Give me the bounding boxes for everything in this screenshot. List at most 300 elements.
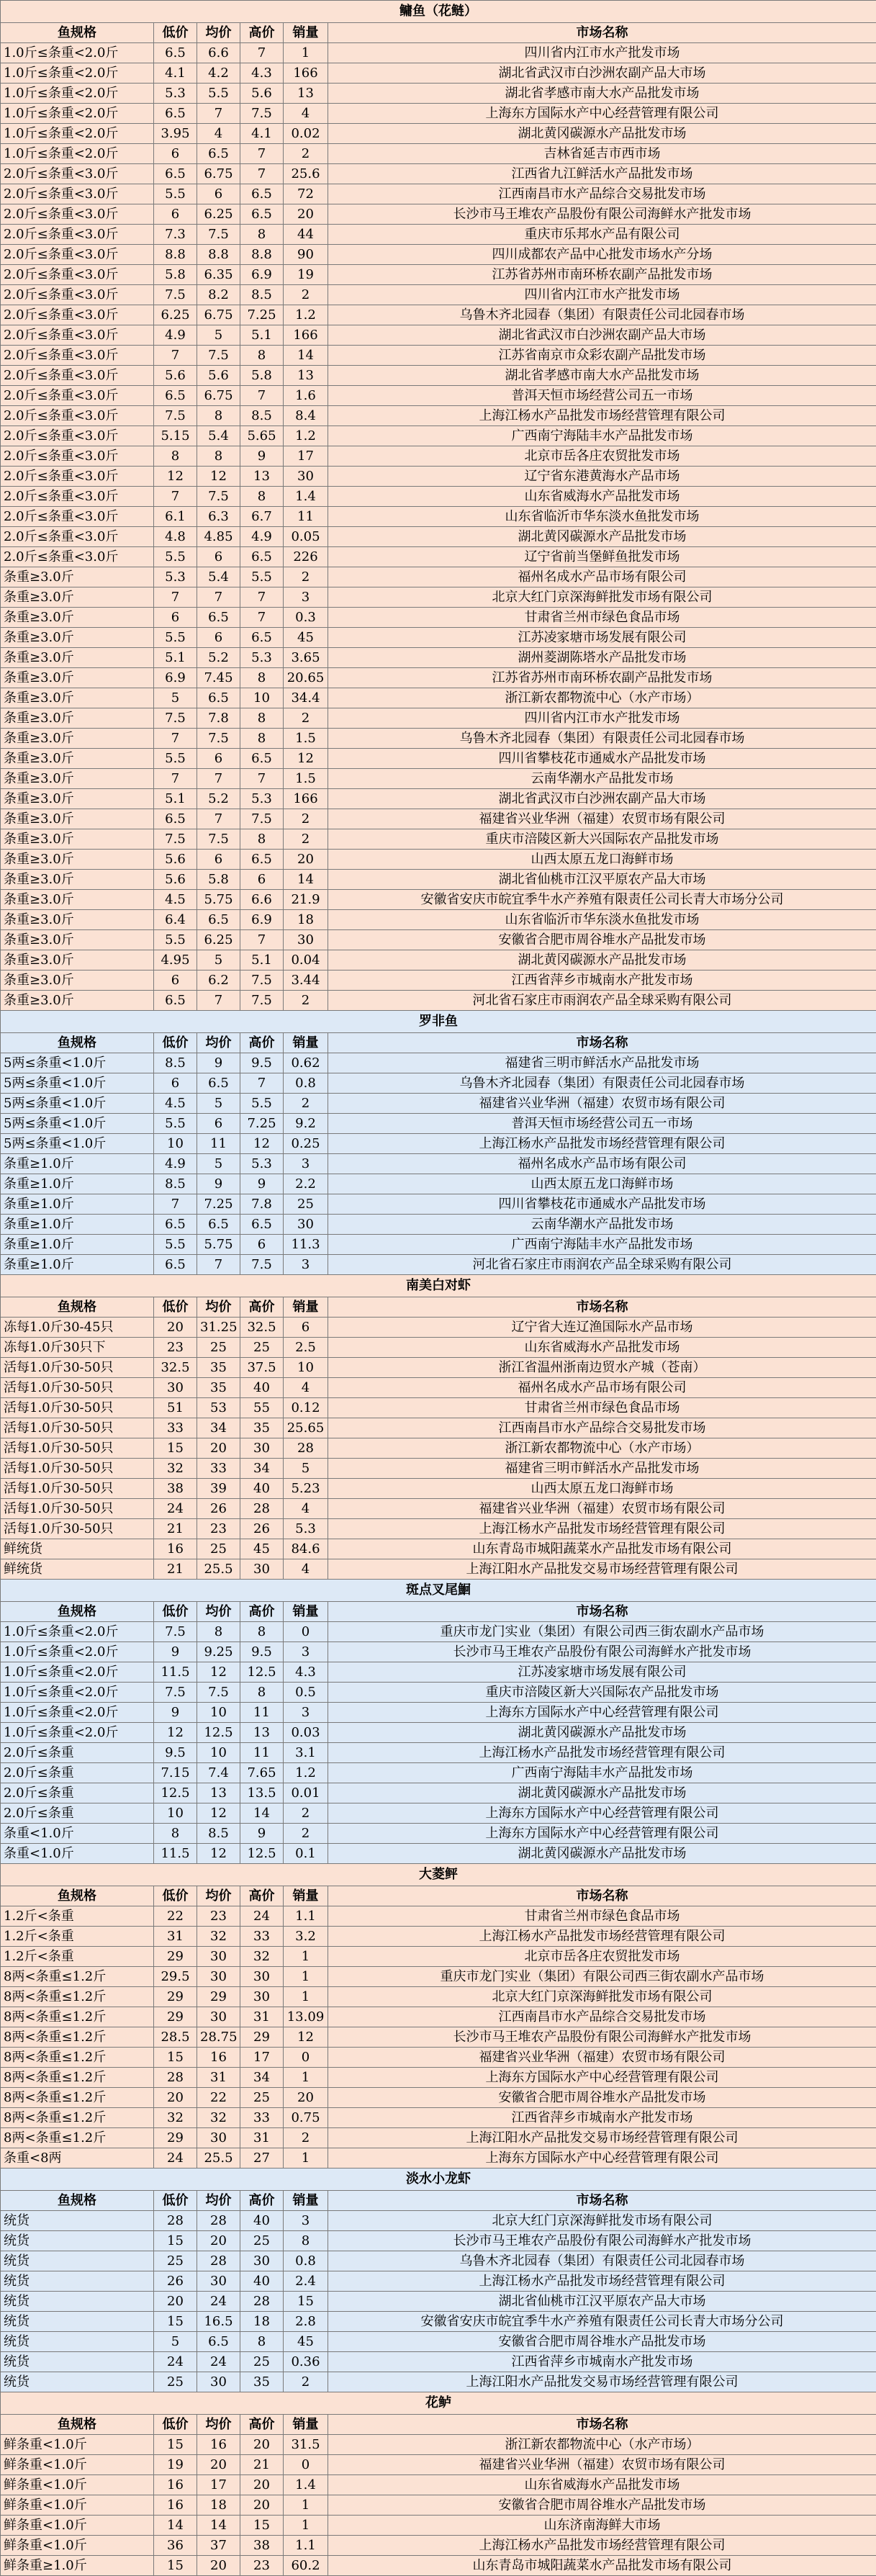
volume-cell: 1.5: [284, 729, 328, 749]
market-name-cell: 乌鲁木齐北园春（集团）有限责任公司北园春市场: [328, 2251, 876, 2271]
table-row: [1, 2352, 876, 2372]
section-4: [1, 1864, 876, 2169]
market-name-cell: 长沙市马王堆农产品股份有限公司海鲜水产批发市场: [328, 2027, 876, 2048]
high-price-cell: 30: [240, 1987, 284, 2007]
fish-spec-cell: 活每1.0斤30-50只: [1, 1519, 154, 1539]
low-price-cell: 6.5: [154, 43, 197, 63]
fish-spec-cell: 5两≤条重<1.0斤: [1, 1094, 154, 1114]
avg-price-cell: 28: [197, 2211, 240, 2231]
avg-price-cell: 30: [197, 1947, 240, 1967]
table-row: [1, 184, 876, 204]
market-name-cell: 上海江杨水产品批发市场经营管理有限公司: [328, 1134, 876, 1154]
low-price-cell: 5.5: [154, 628, 197, 648]
fish-spec-cell: 条重≥3.0斤: [1, 870, 154, 890]
low-price-cell: 20: [154, 1318, 197, 1338]
table-row: [1, 1134, 876, 1154]
low-price-cell: 7: [154, 729, 197, 749]
avg-price-cell: 6: [197, 1114, 240, 1134]
volume-cell: 13: [284, 366, 328, 386]
table-row: [1, 789, 876, 809]
market-name-cell: 普洱天恒市场经营公司五一市场: [328, 1114, 876, 1134]
avg-price-cell: 25: [197, 1338, 240, 1358]
high-price-cell: 10: [240, 688, 284, 708]
avg-price-cell: 7.4: [197, 1763, 240, 1783]
low-price-cell: 29: [154, 1987, 197, 2007]
high-price-cell: 45: [240, 1539, 284, 1559]
volume-cell: 2.4: [284, 2271, 328, 2292]
section-3: [1, 1580, 876, 1864]
section-5: [1, 2169, 876, 2392]
low-price-cell: 20: [154, 2088, 197, 2108]
fish-spec-cell: 1.0斤≤条重<2.0斤: [1, 84, 154, 104]
low-price-cell: 19: [154, 2455, 197, 2475]
volume-cell: 20: [284, 850, 328, 870]
table-row: [1, 2495, 876, 2516]
high-price-cell: 6.9: [240, 265, 284, 285]
header-spec: 鱼规格: [1, 1602, 154, 1622]
table-row: [1, 1947, 876, 1967]
market-name-cell: 江苏省苏州市南环桥农副产品批发市场: [328, 265, 876, 285]
fish-spec-cell: 鲜条重≥1.0斤: [1, 2556, 154, 2576]
fish-spec-cell: 条重≥3.0斤: [1, 628, 154, 648]
market-name-cell: 山东省威海水产品批发市场: [328, 2475, 876, 2495]
avg-price-cell: 7.8: [197, 708, 240, 729]
low-price-cell: 28: [154, 2068, 197, 2088]
market-name-cell: 河北省石家庄市雨润农产品全球采购有限公司: [328, 991, 876, 1011]
fish-spec-cell: 2.0斤≤条重<3.0斤: [1, 346, 154, 366]
table-row: [1, 1053, 876, 1073]
avg-price-cell: 8: [197, 446, 240, 467]
high-price-cell: 8: [240, 225, 284, 245]
fish-spec-cell: 鲜条重<1.0斤: [1, 2516, 154, 2536]
volume-cell: 5.3: [284, 1519, 328, 1539]
market-name-cell: 乌鲁木齐北园春（集团）有限责任公司北园春市场: [328, 729, 876, 749]
table-row: [1, 769, 876, 789]
high-price-cell: 9.5: [240, 1642, 284, 1662]
market-name-cell: 山西太原五龙口海鲜市场: [328, 1479, 876, 1499]
market-name-cell: 辽宁省东港黄海水产品市场: [328, 467, 876, 487]
avg-price-cell: 34: [197, 1418, 240, 1438]
low-price-cell: 5.15: [154, 426, 197, 446]
volume-cell: 1: [284, 1967, 328, 1987]
volume-cell: 31.5: [284, 2435, 328, 2455]
table-row: [1, 2148, 876, 2169]
fish-spec-cell: 条重≥3.0斤: [1, 890, 154, 910]
high-price-cell: 35: [240, 1418, 284, 1438]
avg-price-cell: 6.5: [197, 2332, 240, 2352]
market-name-cell: 上海江阳水产品批发交易市场经营管理有限公司: [328, 2128, 876, 2148]
header-avg-price: 均价: [197, 2191, 240, 2211]
high-price-cell: 9: [240, 446, 284, 467]
table-row: [1, 567, 876, 587]
header-spec: 鱼规格: [1, 23, 154, 43]
table-row: [1, 63, 876, 84]
avg-price-cell: 16: [197, 2435, 240, 2455]
fish-spec-cell: 鲜条重<1.0斤: [1, 2536, 154, 2556]
avg-price-cell: 28.75: [197, 2027, 240, 2048]
high-price-cell: 30: [240, 2251, 284, 2271]
table-row: [1, 850, 876, 870]
volume-cell: 25.65: [284, 1418, 328, 1438]
fish-spec-cell: 鲜统货: [1, 1559, 154, 1580]
market-name-cell: 广西南宁海陆丰水产品批发市场: [328, 1235, 876, 1255]
avg-price-cell: 16: [197, 2048, 240, 2068]
table-row: [1, 2271, 876, 2292]
market-name-cell: 江西省萍乡市城南水产批发市场: [328, 2108, 876, 2128]
volume-cell: 1: [284, 2068, 328, 2088]
table-row: [1, 1622, 876, 1642]
fish-spec-cell: 2.0斤≤条重<3.0斤: [1, 467, 154, 487]
high-price-cell: 20: [240, 2475, 284, 2495]
market-name-cell: 北京大红门京深海鲜批发市场有限公司: [328, 587, 876, 608]
volume-cell: 5: [284, 1459, 328, 1479]
avg-price-cell: 39: [197, 1479, 240, 1499]
low-price-cell: 6: [154, 1073, 197, 1094]
market-name-cell: 福建省兴业华洲（福建）农贸市场有限公司: [328, 1499, 876, 1519]
fish-spec-cell: 条重≥1.0斤: [1, 1194, 154, 1215]
high-price-cell: 8: [240, 487, 284, 507]
market-name-cell: 江西南昌市水产品综合交易批发市场: [328, 2007, 876, 2027]
high-price-cell: 33: [240, 1927, 284, 1947]
fish-spec-cell: 1.2斤<条重: [1, 1947, 154, 1967]
table-row: [1, 2251, 876, 2271]
section-title-row: [1, 1864, 876, 1886]
volume-cell: 3: [284, 1703, 328, 1723]
table-row: [1, 2556, 876, 2576]
avg-price-cell: 12.5: [197, 1723, 240, 1743]
market-name-cell: 上海江杨水产品批发市场经营管理有限公司: [328, 2536, 876, 2556]
low-price-cell: 7: [154, 587, 197, 608]
fish-spec-cell: 条重≥1.0斤: [1, 1255, 154, 1275]
fish-spec-cell: 2.0斤≤条重<3.0斤: [1, 305, 154, 325]
avg-price-cell: 5.8: [197, 870, 240, 890]
volume-cell: 14: [284, 870, 328, 890]
market-name-cell: 上海东方国际水产中心经营管理有限公司: [328, 2068, 876, 2088]
fish-spec-cell: 活每1.0斤30-50只: [1, 1459, 154, 1479]
high-price-cell: 6.5: [240, 628, 284, 648]
low-price-cell: 25: [154, 2372, 197, 2392]
volume-cell: 28: [284, 1438, 328, 1459]
avg-price-cell: 5: [197, 1094, 240, 1114]
volume-cell: 1.4: [284, 487, 328, 507]
low-price-cell: 6: [154, 608, 197, 628]
low-price-cell: 4.9: [154, 1154, 197, 1174]
header-market-name: 市场名称: [328, 1602, 876, 1622]
low-price-cell: 4.5: [154, 890, 197, 910]
fish-spec-cell: 条重≥3.0斤: [1, 668, 154, 688]
avg-price-cell: 6.5: [197, 608, 240, 628]
volume-cell: 0.1: [284, 1844, 328, 1864]
volume-cell: 13.09: [284, 2007, 328, 2027]
table-row: [1, 950, 876, 970]
low-price-cell: 23: [154, 1338, 197, 1358]
fish-spec-cell: 条重≥3.0斤: [1, 829, 154, 850]
low-price-cell: 7.5: [154, 829, 197, 850]
low-price-cell: 6.1: [154, 507, 197, 527]
market-name-cell: 安徽省安庆市皖宜季牛水产养殖有限责任公司长青大市场分公司: [328, 890, 876, 910]
fish-spec-cell: 统货: [1, 2332, 154, 2352]
table-row: [1, 1378, 876, 1398]
market-name-cell: 上海江杨水产品批发市场经营管理有限公司: [328, 1519, 876, 1539]
section-title-row: [1, 1275, 876, 1297]
volume-cell: 0: [284, 2455, 328, 2475]
avg-price-cell: 23: [197, 1519, 240, 1539]
low-price-cell: 15: [154, 2435, 197, 2455]
volume-cell: 5.23: [284, 1479, 328, 1499]
low-price-cell: 10: [154, 1803, 197, 1824]
low-price-cell: 29: [154, 2128, 197, 2148]
table-row: [1, 1559, 876, 1580]
fish-spec-cell: 5两≤条重<1.0斤: [1, 1073, 154, 1094]
volume-cell: 1.1: [284, 1906, 328, 1927]
fish-spec-cell: 条重≥1.0斤: [1, 1174, 154, 1194]
volume-cell: 2: [284, 829, 328, 850]
fish-spec-cell: 2.0斤≤条重<3.0斤: [1, 164, 154, 184]
fish-spec-cell: 条重≥3.0斤: [1, 950, 154, 970]
fish-spec-cell: 2.0斤≤条重<3.0斤: [1, 225, 154, 245]
table-row: [1, 305, 876, 325]
market-name-cell: 山东省威海水产品批发市场: [328, 487, 876, 507]
high-price-cell: 17: [240, 2048, 284, 2068]
low-price-cell: 24: [154, 2352, 197, 2372]
avg-price-cell: 6: [197, 184, 240, 204]
avg-price-cell: 7: [197, 769, 240, 789]
table-row: [1, 144, 876, 164]
fish-spec-cell: 鲜条重<1.0斤: [1, 2475, 154, 2495]
high-price-cell: 15: [240, 2516, 284, 2536]
volume-cell: 34.4: [284, 688, 328, 708]
table-row: [1, 245, 876, 265]
low-price-cell: 9.5: [154, 1743, 197, 1763]
volume-cell: 4: [284, 1378, 328, 1398]
avg-price-cell: 20: [197, 2231, 240, 2251]
table-row: [1, 2312, 876, 2332]
avg-price-cell: 5: [197, 325, 240, 346]
header-volume: 销量: [284, 2191, 328, 2211]
low-price-cell: 7.5: [154, 708, 197, 729]
header-high-price: 高价: [240, 1033, 284, 1053]
avg-price-cell: 5.2: [197, 648, 240, 668]
section-6: [1, 2392, 876, 2576]
high-price-cell: 29: [240, 2027, 284, 2048]
high-price-cell: 32.5: [240, 1318, 284, 1338]
market-name-cell: 湖北省武汉市白沙洲农副产品大市场: [328, 325, 876, 346]
header-avg-price: 均价: [197, 1602, 240, 1622]
market-name-cell: 福州名成水产品市场有限公司: [328, 567, 876, 587]
volume-cell: 0.04: [284, 950, 328, 970]
volume-cell: 2: [284, 1094, 328, 1114]
section-title: 罗非鱼: [1, 1011, 876, 1033]
fish-spec-cell: 条重≥3.0斤: [1, 567, 154, 587]
low-price-cell: 6: [154, 970, 197, 991]
fish-spec-cell: 1.0斤≤条重<2.0斤: [1, 1683, 154, 1703]
table-row: [1, 668, 876, 688]
low-price-cell: 15: [154, 2231, 197, 2251]
volume-cell: 2: [284, 1803, 328, 1824]
market-name-cell: 山西太原五龙口海鲜市场: [328, 850, 876, 870]
low-price-cell: 7.5: [154, 406, 197, 426]
section-title: 斑点叉尾鮰: [1, 1580, 876, 1602]
low-price-cell: 5.5: [154, 1235, 197, 1255]
volume-cell: 0.05: [284, 527, 328, 547]
high-price-cell: 28: [240, 2292, 284, 2312]
fish-spec-cell: 1.0斤≤条重<2.0斤: [1, 43, 154, 63]
fish-spec-cell: 8两<条重≤1.2斤: [1, 2088, 154, 2108]
high-price-cell: 7.5: [240, 809, 284, 829]
low-price-cell: 7: [154, 487, 197, 507]
market-name-cell: 江西省九江鲜活水产品批发市场: [328, 164, 876, 184]
table-row: [1, 729, 876, 749]
fish-spec-cell: 8两<条重≤1.2斤: [1, 2068, 154, 2088]
section-title-row: [1, 1580, 876, 1602]
volume-cell: 4: [284, 104, 328, 124]
avg-price-cell: 5.4: [197, 567, 240, 587]
table-row: [1, 2007, 876, 2027]
market-name-cell: 江西南昌市水产品综合交易批发市场: [328, 1418, 876, 1438]
header-market-name: 市场名称: [328, 2415, 876, 2435]
volume-cell: 0: [284, 1622, 328, 1642]
low-price-cell: 7: [154, 1194, 197, 1215]
avg-price-cell: 24: [197, 2352, 240, 2372]
table-row: [1, 164, 876, 184]
header-market-name: 市场名称: [328, 1886, 876, 1906]
low-price-cell: 36: [154, 2536, 197, 2556]
volume-cell: 9.2: [284, 1114, 328, 1134]
table-row: [1, 547, 876, 567]
low-price-cell: 51: [154, 1398, 197, 1418]
fish-spec-cell: 统货: [1, 2271, 154, 2292]
high-price-cell: 40: [240, 2271, 284, 2292]
high-price-cell: 5.3: [240, 1154, 284, 1174]
fish-spec-cell: 8两<条重≤1.2斤: [1, 1967, 154, 1987]
volume-cell: 84.6: [284, 1539, 328, 1559]
avg-price-cell: 10: [197, 1703, 240, 1723]
header-volume: 销量: [284, 1602, 328, 1622]
table-row: [1, 930, 876, 950]
avg-price-cell: 6.75: [197, 386, 240, 406]
avg-price-cell: 7: [197, 809, 240, 829]
high-price-cell: 25: [240, 2352, 284, 2372]
volume-cell: 3: [284, 1154, 328, 1174]
volume-cell: 2: [284, 708, 328, 729]
header-low-price: 低价: [154, 1297, 197, 1318]
fish-spec-cell: 条重≥3.0斤: [1, 769, 154, 789]
volume-cell: 2: [284, 1824, 328, 1844]
volume-cell: 3: [284, 1255, 328, 1275]
market-name-cell: 重庆市涪陵区新大兴国际农产品批发市场: [328, 829, 876, 850]
high-price-cell: 7.5: [240, 1255, 284, 1275]
avg-price-cell: 30: [197, 2271, 240, 2292]
volume-cell: 13: [284, 84, 328, 104]
volume-cell: 2: [284, 809, 328, 829]
table-row: [1, 285, 876, 305]
fish-spec-cell: 2.0斤≤条重: [1, 1783, 154, 1803]
high-price-cell: 5.8: [240, 366, 284, 386]
avg-price-cell: 18: [197, 2495, 240, 2516]
low-price-cell: 5.5: [154, 184, 197, 204]
market-name-cell: 福建省三明市鲜活水产品批发市场: [328, 1053, 876, 1073]
volume-cell: 1.2: [284, 305, 328, 325]
high-price-cell: 7: [240, 608, 284, 628]
market-name-cell: 重庆市涪陵区新大兴国际农产品批发市场: [328, 1683, 876, 1703]
low-price-cell: 38: [154, 1479, 197, 1499]
high-price-cell: 11: [240, 1703, 284, 1723]
market-name-cell: 广西南宁海陆丰水产品批发市场: [328, 426, 876, 446]
avg-price-cell: 7.5: [197, 487, 240, 507]
market-name-cell: 江苏凌家塘市场发展有限公司: [328, 1662, 876, 1683]
high-price-cell: 8: [240, 668, 284, 688]
volume-cell: 1: [284, 1987, 328, 2007]
table-row: [1, 225, 876, 245]
volume-cell: 2.8: [284, 2312, 328, 2332]
low-price-cell: 5.1: [154, 789, 197, 809]
low-price-cell: 6.5: [154, 1215, 197, 1235]
high-price-cell: 34: [240, 1459, 284, 1479]
fish-spec-cell: 2.0斤≤条重<3.0斤: [1, 547, 154, 567]
market-name-cell: 安徽省合肥市周谷堆水产品批发市场: [328, 2088, 876, 2108]
low-price-cell: 7: [154, 769, 197, 789]
fish-spec-cell: 2.0斤≤条重<3.0斤: [1, 366, 154, 386]
table-row: [1, 2048, 876, 2068]
header-spec: 鱼规格: [1, 2191, 154, 2211]
market-name-cell: 湖北黄冈碳源水产品批发市场: [328, 1844, 876, 1864]
fish-spec-cell: 鲜条重<1.0斤: [1, 2455, 154, 2475]
market-name-cell: 安徽省合肥市周谷堆水产品批发市场: [328, 930, 876, 950]
table-row: [1, 1073, 876, 1094]
avg-price-cell: 6.25: [197, 930, 240, 950]
table-row: [1, 1783, 876, 1803]
avg-price-cell: 12: [197, 1803, 240, 1824]
header-market-name: 市场名称: [328, 1297, 876, 1318]
high-price-cell: 12.5: [240, 1844, 284, 1864]
volume-cell: 166: [284, 325, 328, 346]
fish-spec-cell: 2.0斤≤条重<3.0斤: [1, 245, 154, 265]
fish-spec-cell: 条重≥3.0斤: [1, 910, 154, 930]
high-price-cell: 55: [240, 1398, 284, 1418]
high-price-cell: 7: [240, 144, 284, 164]
fish-spec-cell: 2.0斤≤条重: [1, 1803, 154, 1824]
avg-price-cell: 32: [197, 1927, 240, 1947]
fish-spec-cell: 鲜统货: [1, 1539, 154, 1559]
table-row: [1, 265, 876, 285]
avg-price-cell: 6.75: [197, 305, 240, 325]
low-price-cell: 5.5: [154, 547, 197, 567]
low-price-cell: 26: [154, 2271, 197, 2292]
avg-price-cell: 6.2: [197, 970, 240, 991]
low-price-cell: 5.6: [154, 366, 197, 386]
fish-spec-cell: 2.0斤≤条重<3.0斤: [1, 265, 154, 285]
header-high-price: 高价: [240, 2415, 284, 2435]
market-name-cell: 湖北黄冈碳源水产品批发市场: [328, 1783, 876, 1803]
volume-cell: 12: [284, 749, 328, 769]
volume-cell: 0.62: [284, 1053, 328, 1073]
fish-spec-cell: 活每1.0斤30-50只: [1, 1438, 154, 1459]
avg-price-cell: 30: [197, 2372, 240, 2392]
market-name-cell: 福建省兴业华洲（福建）农贸市场有限公司: [328, 809, 876, 829]
avg-price-cell: 30: [197, 2007, 240, 2027]
low-price-cell: 8.5: [154, 1053, 197, 1073]
table-row: [1, 1174, 876, 1194]
volume-cell: 12: [284, 2027, 328, 2048]
low-price-cell: 7.5: [154, 1622, 197, 1642]
low-price-cell: 6.5: [154, 809, 197, 829]
low-price-cell: 6.25: [154, 305, 197, 325]
table-row: [1, 2372, 876, 2392]
avg-price-cell: 7.45: [197, 668, 240, 688]
volume-cell: 30: [284, 467, 328, 487]
high-price-cell: 8: [240, 829, 284, 850]
low-price-cell: 32: [154, 2108, 197, 2128]
